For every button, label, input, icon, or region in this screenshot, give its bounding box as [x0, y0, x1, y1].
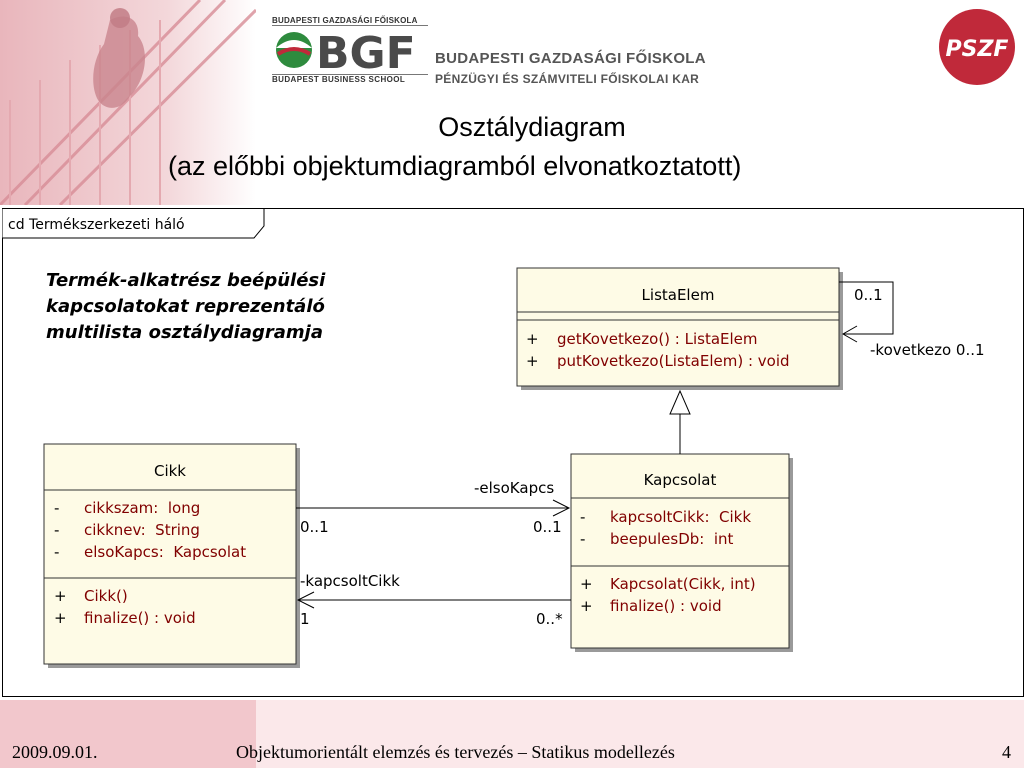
attribute-visibility: - [54, 521, 60, 539]
role-kapcsoltcikk: -kapcsoltCikk [300, 572, 400, 590]
bgf-logo [272, 26, 428, 74]
class-name-cikk: Cikk [153, 462, 187, 480]
multiplicity-kapcsoltcikk-source: 0..* [536, 610, 563, 628]
logo-top-text: BUDAPESTI GAZDASÁGI FŐISKOLA [272, 16, 428, 26]
pszf-logo-text: PSZF [945, 37, 1009, 62]
note-line: multilista osztálydiagramja [46, 322, 323, 343]
multiplicity-elsokapcs-target: 0..1 [533, 518, 562, 536]
operation: Kapcsolat(Cikk, int) [610, 575, 756, 593]
operation: finalize() : void [84, 609, 196, 627]
class-name-kapcsolat: Kapcsolat [643, 471, 717, 489]
footer-title: Objektumorientált elemzés és tervezés – Statikus modellezés [236, 742, 675, 762]
operation-visibility: + [54, 609, 67, 627]
class-cikk [44, 444, 296, 664]
operation: putKovetkezo(ListaElem) : void [557, 352, 790, 370]
operation-visibility: + [54, 587, 67, 605]
logo-mark-text: BGF [316, 28, 416, 74]
attribute: cikkszam: long [84, 499, 201, 517]
attribute-visibility: - [54, 499, 60, 517]
attribute: kapcsoltCikk: Cikk [610, 508, 752, 526]
logo-bottom-text: BUDAPEST BUSINESS SCHOOL [272, 74, 428, 84]
institution-faculty: PÉNZÜGYI ÉS SZÁMVITELI FŐISKOLAI KAR [435, 72, 700, 86]
attribute: cikknev: String [84, 521, 200, 539]
note-line: kapcsolatokat reprezentáló [46, 296, 325, 317]
slide-title: Osztálydiagram [438, 112, 626, 142]
attribute-visibility: - [54, 543, 60, 561]
self-role: -kovetkezo 0..1 [870, 341, 985, 359]
institution-name: BUDAPESTI GAZDASÁGI FŐISKOLA [435, 50, 706, 67]
page-number: 4 [1002, 742, 1011, 762]
operation: finalize() : void [610, 597, 722, 615]
frame-label: cd Termékszerkezeti háló [8, 217, 185, 233]
attribute: elsoKapcs: Kapcsolat [84, 543, 247, 561]
operation-visibility: + [580, 575, 593, 593]
footer-date: 2009.09.01. [12, 742, 98, 762]
operation-visibility: + [580, 597, 593, 615]
multiplicity-kapcsoltcikk-target: 1 [300, 610, 310, 628]
attribute-visibility: - [580, 508, 586, 526]
pszf-logo [938, 8, 1016, 86]
class-kapcsolat [571, 454, 789, 648]
attribute: beepulesDb: int [610, 530, 734, 548]
operation: getKovetkezo() : ListaElem [557, 330, 758, 348]
operation-visibility: + [526, 330, 539, 348]
attribute-visibility: - [580, 530, 586, 548]
slide-subtitle: (az előbbi objektumdiagramból elvonatkoztatott) [168, 151, 742, 181]
uml-class-diagram [2, 208, 1024, 697]
operation: Cikk() [84, 587, 128, 605]
operation-visibility: + [526, 352, 539, 370]
class-name-listaelem: ListaElem [641, 286, 715, 304]
role-elsokapcs: -elsoKapcs [474, 479, 555, 497]
self-multiplicity: 0..1 [854, 286, 883, 304]
multiplicity-elsokapcs-source: 0..1 [300, 518, 329, 536]
note-line: Termék-alkatrész beépülési [46, 270, 326, 291]
class-listaelem [517, 268, 839, 386]
